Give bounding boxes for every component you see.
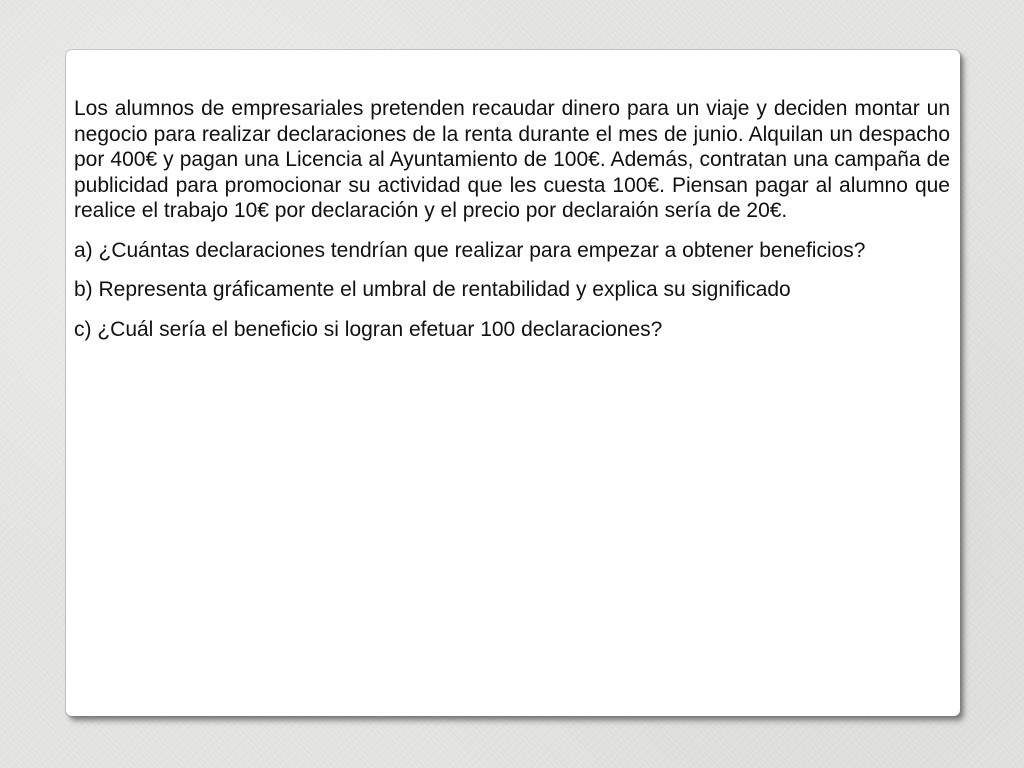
question-c: c) ¿Cuál sería el beneficio si logran efetuar 100 declaraciones? bbox=[74, 317, 663, 341]
intro-paragraph: Los alumnos de empresariales pretenden recaudar dinero para un viaje y deciden montar un negocio para realizar declaraciones de la renta durante el mes de junio. Alquilan un despacho por 400€ y pagan una Licencia al Ayuntamiento de 100€. Además, contratan una campaña de publicidad para promocionar su actividad que les cuesta 100€. Piensan pagar al alumno que realice el trabajo 10€ por declaración y el precio por declaraión sería de 20€. bbox=[74, 97, 950, 222]
slide-text-body bbox=[74, 96, 950, 356]
question-b: b) Representa gráficamente el umbral de rentabilidad y explica su significado bbox=[74, 278, 791, 301]
question-a: a) ¿Cuántas declaraciones tendrían que realizar para empezar a obtener beneficios? bbox=[74, 238, 866, 262]
